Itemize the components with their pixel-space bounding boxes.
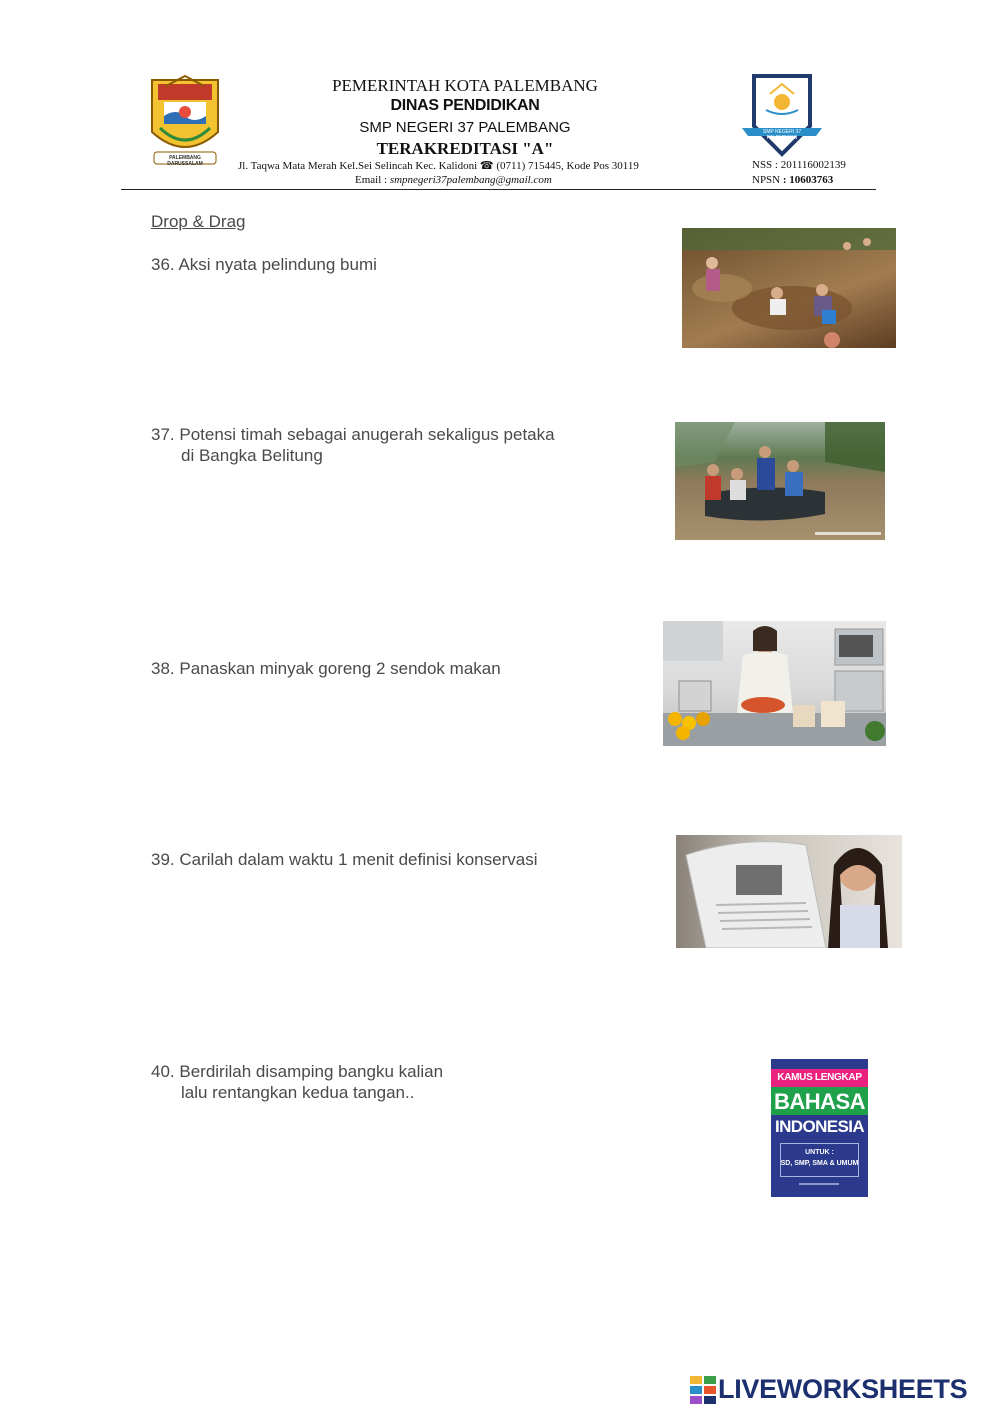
department-name: DINAS PENDIDIKAN	[390, 97, 540, 114]
question-number: 37.	[151, 425, 175, 444]
city-crest-logo	[146, 72, 224, 168]
question-text: Aksi nyata pelindung bumi	[178, 255, 377, 274]
address-text: Jl. Taqwa Mata Merah Kel.Sei Selincah Kec. Kalidoni	[238, 160, 478, 172]
question-number: 38.	[151, 659, 175, 678]
draggable-image-newspaper[interactable]	[676, 835, 902, 948]
liveworksheets-logo	[690, 1374, 990, 1406]
question-text: Potensi timah sebagai anugerah sekaligus petaka	[179, 425, 555, 444]
question-number: 36.	[151, 255, 175, 274]
book-title-2: INDONESIA	[774, 1117, 865, 1136]
draggable-image-dictionary[interactable]	[771, 1059, 868, 1197]
address-line	[238, 159, 639, 172]
question-text-line2: lalu rentangkan kedua tangan..	[181, 1083, 415, 1102]
question-text: Berdirilah disamping bangku kalian	[179, 1062, 444, 1081]
question-40	[151, 1061, 443, 1103]
school-logo	[740, 74, 824, 158]
book-sub-1: UNTUK :	[805, 1149, 834, 1156]
brand-squares-icon	[690, 1376, 716, 1404]
school-name: SMP NEGERI 37 PALEMBANG	[359, 119, 571, 136]
question-number: 40.	[151, 1062, 175, 1081]
crest-caption: PALEMBANG DARUSSALAM	[167, 155, 203, 167]
school-logo-caption: SMP NEGERI 37 PALEMBANG	[762, 129, 802, 141]
phone-text: (0711) 715445, Kode Pos 30119	[496, 160, 639, 172]
letterhead-rule	[121, 189, 876, 190]
npsn-line	[752, 174, 833, 186]
draggable-image-digging[interactable]	[682, 228, 896, 348]
question-text: Carilah dalam waktu 1 menit definisi konservasi	[179, 850, 538, 869]
section-title: Drop & Drag	[151, 212, 246, 231]
question-37	[151, 424, 555, 466]
book-top-label: KAMUS LENGKAP	[777, 1072, 862, 1083]
book-title-1: BAHASA	[773, 1089, 866, 1114]
accreditation: TERAKREDITASI "A"	[376, 139, 554, 158]
draggable-image-flood-boat[interactable]	[675, 422, 885, 540]
npsn-label: NPSN	[752, 174, 781, 186]
gov-name: PEMERINTAH KOTA PALEMBANG	[332, 76, 598, 95]
email-label: Email :	[355, 174, 388, 186]
nss-number: NSS : 201116002139	[752, 159, 846, 171]
draggable-image-kitchen[interactable]	[663, 621, 886, 746]
question-text: Panaskan minyak goreng 2 sendok makan	[179, 659, 501, 678]
book-author-line	[799, 1183, 839, 1185]
npsn-value: : 10603763	[782, 174, 834, 186]
question-38	[151, 658, 501, 679]
brand-text: LIVEWORKSHEETS	[718, 1374, 968, 1404]
phone-icon: ☎	[479, 160, 494, 172]
question-36	[151, 254, 377, 275]
email-address: smpnegeri37palembang@gmail.com	[389, 174, 552, 186]
question-39	[151, 849, 537, 870]
question-number: 39.	[151, 850, 175, 869]
book-sub-2: SD, SMP, SMA & UMUM	[780, 1160, 859, 1167]
question-text-line2: di Bangka Belitung	[181, 446, 323, 465]
email-line	[355, 174, 552, 186]
